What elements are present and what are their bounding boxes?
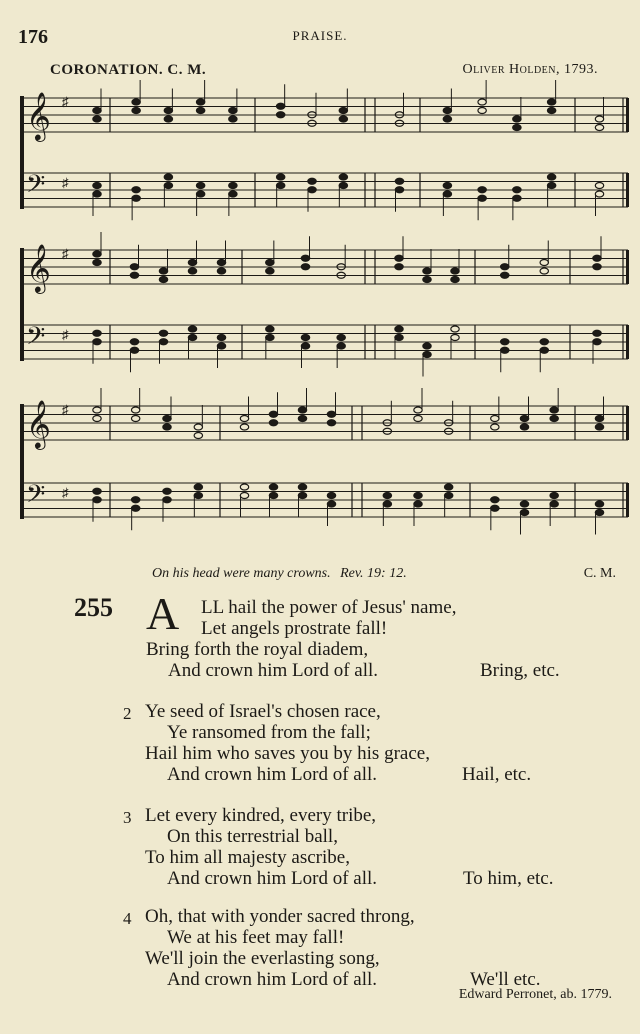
note-head: [547, 183, 555, 189]
final-bar: [626, 98, 629, 132]
note-head: [337, 343, 345, 349]
note-head: [188, 326, 196, 332]
note-head: [93, 416, 101, 422]
note-head: [443, 116, 451, 122]
note-head: [383, 493, 391, 499]
note-head: [491, 505, 499, 511]
note-head: [217, 260, 225, 266]
note-head: [159, 268, 167, 274]
note-head: [501, 272, 509, 278]
note-head: [240, 484, 248, 490]
note-head: [298, 407, 306, 413]
verse-refrain: We'll etc.: [470, 969, 541, 990]
note-head: [276, 183, 284, 189]
note-head: [443, 108, 451, 114]
note-head: [93, 251, 101, 257]
note-head: [93, 260, 101, 266]
verse-refrain: Bring, etc.: [480, 660, 560, 681]
note-head: [266, 268, 274, 274]
note-head: [327, 493, 335, 499]
final-bar: [626, 173, 629, 207]
note-head: [339, 116, 347, 122]
verse-line: And crown him Lord of all.: [168, 660, 379, 681]
verse-line: Ye ransomed from the fall;: [167, 722, 371, 743]
note-head: [164, 183, 172, 189]
running-head: PRAISE.: [292, 28, 348, 43]
scripture-line: [152, 566, 407, 582]
note-head: [491, 424, 499, 430]
note-head: [308, 178, 316, 184]
note-head: [276, 112, 284, 118]
note-head: [163, 424, 171, 430]
note-head: [301, 264, 309, 270]
note-head: [93, 339, 101, 345]
note-head: [540, 260, 548, 266]
verse-line: Bring forth the royal diadem,: [146, 639, 369, 660]
verse-line: Let angels prostrate fall!: [201, 618, 388, 639]
note-head: [478, 99, 486, 105]
note-head: [501, 339, 509, 345]
note-head: [266, 260, 274, 266]
verse-line: We'll join the everlasting song,: [145, 948, 380, 969]
note-head: [217, 268, 225, 274]
note-head: [550, 407, 558, 413]
note-head: [339, 108, 347, 114]
note-head: [520, 501, 528, 507]
note-head: [423, 277, 431, 283]
note-head: [269, 493, 277, 499]
note-head: [444, 484, 452, 490]
note-head: [491, 497, 499, 503]
note-head: [159, 339, 167, 345]
verse-line: LL hail the power of Jesus' name,: [201, 597, 457, 618]
note-head: [520, 424, 528, 430]
note-head: [130, 264, 138, 270]
note-head: [593, 330, 601, 336]
note-head: [188, 268, 196, 274]
note-head: [159, 330, 167, 336]
note-head: [164, 116, 172, 122]
note-head: [327, 411, 335, 417]
note-head: [163, 488, 171, 494]
note-head: [229, 116, 237, 122]
note-head: [93, 108, 101, 114]
note-head: [520, 416, 528, 422]
verse-line: Let every kindred, every tribe,: [145, 805, 377, 826]
note-head: [423, 352, 431, 358]
note-head: [395, 335, 403, 341]
verse-refrain: To him, etc.: [463, 868, 554, 889]
note-head: [444, 493, 452, 499]
note-head: [327, 501, 335, 507]
note-head: [491, 416, 499, 422]
note-head: [595, 501, 603, 507]
note-head: [414, 407, 422, 413]
note-head: [595, 125, 603, 131]
note-head: [423, 343, 431, 349]
note-head: [451, 277, 459, 283]
drop-cap: A: [146, 588, 180, 639]
note-head: [93, 497, 101, 503]
note-head: [194, 493, 202, 499]
verse-line: To him all majesty ascribe,: [145, 847, 350, 868]
sharp-icon: ♯: [62, 175, 69, 190]
note-head: [478, 187, 486, 193]
note-head: [217, 335, 225, 341]
note-head: [229, 108, 237, 114]
note-head: [451, 326, 459, 332]
note-head: [383, 501, 391, 507]
note-head: [595, 510, 603, 516]
note-head: [550, 416, 558, 422]
hymn-number: 255: [74, 593, 113, 622]
note-head: [269, 420, 277, 426]
note-head: [266, 326, 274, 332]
note-head: [196, 191, 204, 197]
note-head: [593, 264, 601, 270]
final-bar: [626, 250, 629, 284]
treble-clef-icon: 𝄞: [26, 402, 51, 448]
note-head: [131, 497, 139, 503]
note-head: [478, 108, 486, 114]
sharp-icon: ♯: [62, 327, 69, 342]
note-head: [194, 424, 202, 430]
treble-clef-icon: 𝄞: [26, 94, 51, 140]
note-head: [93, 116, 101, 122]
note-head: [93, 183, 101, 189]
note-head: [194, 433, 202, 439]
note-head: [240, 493, 248, 499]
note-head: [327, 420, 335, 426]
note-head: [93, 330, 101, 336]
note-head: [196, 99, 204, 105]
note-head: [395, 187, 403, 193]
note-head: [547, 99, 555, 105]
note-head: [163, 416, 171, 422]
final-bar: [626, 325, 629, 359]
note-head: [229, 183, 237, 189]
note-head: [240, 424, 248, 430]
note-head: [478, 195, 486, 201]
sharp-icon: ♯: [62, 402, 69, 417]
note-head: [132, 99, 140, 105]
note-head: [298, 493, 306, 499]
verse-number: 4: [123, 909, 132, 928]
meter-label: C. M.: [583, 566, 616, 581]
note-head: [229, 191, 237, 197]
page-number: 176: [18, 26, 48, 48]
note-head: [595, 191, 603, 197]
note-head: [520, 510, 528, 516]
note-head: [194, 484, 202, 490]
verse-line: Ye seed of Israel's chosen race,: [145, 701, 381, 722]
note-head: [339, 174, 347, 180]
note-head: [547, 174, 555, 180]
note-head: [188, 260, 196, 266]
system-brace: [20, 248, 24, 361]
note-head: [501, 347, 509, 353]
note-head: [339, 183, 347, 189]
note-head: [513, 116, 521, 122]
note-head: [308, 187, 316, 193]
note-head: [269, 484, 277, 490]
note-head: [423, 268, 431, 274]
note-head: [414, 493, 422, 499]
note-head: [276, 103, 284, 109]
verse-number: 3: [123, 808, 132, 827]
note-head: [131, 505, 139, 511]
system-brace: [20, 404, 24, 519]
note-head: [93, 488, 101, 494]
verse-number: 2: [123, 704, 132, 723]
note-head: [414, 416, 422, 422]
scripture-text: On his head were many crowns.: [152, 566, 331, 581]
system-brace: [20, 96, 24, 209]
note-head: [337, 335, 345, 341]
note-head: [266, 335, 274, 341]
bass-clef-icon: 𝄢: [26, 323, 46, 356]
note-head: [395, 178, 403, 184]
note-head: [540, 339, 548, 345]
verse-line: Oh, that with yonder sacred throng,: [145, 906, 415, 927]
verse-refrain: Hail, etc.: [462, 764, 532, 785]
note-head: [513, 195, 521, 201]
composer-credit: Oliver Holden, 1793.: [462, 62, 598, 77]
note-head: [451, 335, 459, 341]
note-head: [395, 264, 403, 270]
sharp-icon: ♯: [62, 94, 69, 109]
verse-line: On this terrestrial ball,: [167, 826, 338, 847]
sharp-icon: ♯: [62, 246, 69, 261]
note-head: [593, 339, 601, 345]
note-head: [593, 255, 601, 261]
tune-name: CORONATION. C. M.: [50, 62, 207, 78]
note-head: [164, 174, 172, 180]
note-head: [164, 108, 172, 114]
note-head: [132, 195, 140, 201]
note-head: [595, 116, 603, 122]
note-head: [540, 347, 548, 353]
note-head: [217, 343, 225, 349]
note-head: [301, 335, 309, 341]
note-head: [93, 407, 101, 413]
note-head: [159, 277, 167, 283]
verse-line: And crown him Lord of all.: [167, 969, 378, 990]
note-head: [513, 187, 521, 193]
note-head: [196, 108, 204, 114]
final-bar: [626, 406, 629, 440]
note-head: [513, 125, 521, 131]
note-head: [196, 183, 204, 189]
note-head: [276, 174, 284, 180]
note-head: [269, 411, 277, 417]
note-head: [130, 272, 138, 278]
note-head: [188, 335, 196, 341]
note-head: [131, 416, 139, 422]
note-head: [132, 187, 140, 193]
note-head: [298, 416, 306, 422]
note-head: [595, 424, 603, 430]
scripture-reference: Rev. 19: 12.: [340, 566, 407, 581]
note-head: [395, 255, 403, 261]
sharp-icon: ♯: [62, 485, 69, 500]
note-head: [395, 326, 403, 332]
note-head: [550, 493, 558, 499]
note-head: [550, 501, 558, 507]
note-head: [451, 268, 459, 274]
note-head: [540, 268, 548, 274]
verse-line: We at his feet may fall!: [167, 927, 345, 948]
note-head: [131, 407, 139, 413]
note-head: [240, 416, 248, 422]
note-head: [595, 416, 603, 422]
note-head: [132, 108, 140, 114]
final-bar: [626, 483, 629, 517]
note-head: [443, 183, 451, 189]
note-head: [93, 191, 101, 197]
verse-line: And crown him Lord of all.: [167, 868, 378, 889]
note-head: [301, 255, 309, 261]
note-head: [547, 108, 555, 114]
note-head: [595, 183, 603, 189]
note-head: [163, 497, 171, 503]
verse-line: And crown him Lord of all.: [167, 764, 378, 785]
note-head: [443, 191, 451, 197]
verse-line: Hail him who saves you by his grace,: [145, 743, 430, 764]
note-head: [130, 347, 138, 353]
note-head: [501, 264, 509, 270]
note-head: [130, 339, 138, 345]
note-head: [298, 484, 306, 490]
music-score: [0, 80, 640, 540]
treble-clef-icon: 𝄞: [26, 246, 51, 292]
bass-clef-icon: 𝄢: [26, 171, 46, 204]
bass-clef-icon: 𝄢: [26, 481, 46, 514]
note-head: [301, 343, 309, 349]
note-head: [414, 501, 422, 507]
hymn-author: Edward Perronet, ab. 1779.: [458, 987, 612, 1002]
